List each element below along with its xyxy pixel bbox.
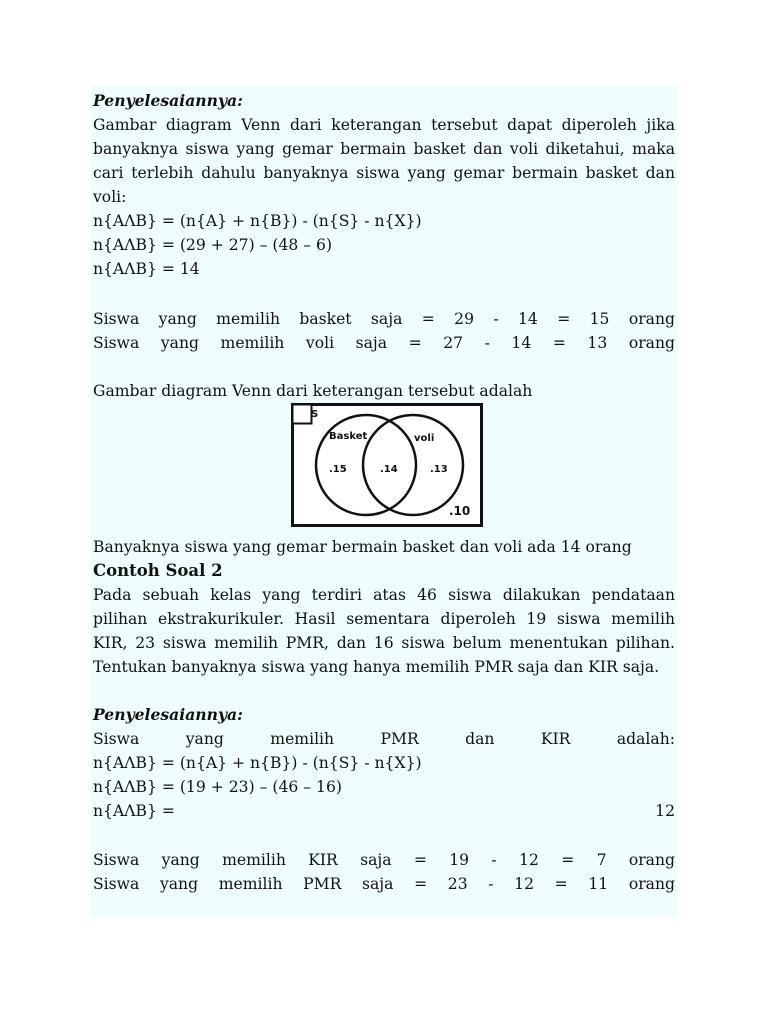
example2-question: Tentukan banyaknya siswa yang hanya memilih PMR saja dan KIR saja. [93,658,660,676]
section1-paragraph-line: banyaknya siswa yang gemar bermain basket dan voli diketahui, maka [93,140,675,158]
set-b-label: voli [414,433,435,444]
section1-heading: Penyelesaiannya: [93,91,243,110]
section1-formula: n{AΛB} = (n{A} + n{B}) - (n{S} - n{X}) [93,212,422,230]
section2-formula: n{AΛB} = (n{A} + n{B}) - (n{S} - n{X}) [93,754,422,772]
voli-only-line: Siswa yang memilih voli saja = 27 - 14 = 13 orang [93,334,675,352]
example2-line: pilihan ekstrakurikuler. Hasil sementara diperoleh 19 siswa memilih [93,610,675,628]
section1-paragraph-line: cari terlebih dahulu banyaknya siswa yang gemar bermain basket dan [93,164,675,182]
section1-formula: n{AΛB} = (29 + 27) – (48 – 6) [93,236,333,254]
example2-title: Contoh Soal 2 [93,561,223,580]
basket-only-line: Siswa yang memilih basket saja = 29 - 14 = 15 orang [93,310,675,328]
venn-diagram [291,403,483,527]
universe-label-box [293,405,312,424]
section1-formula-result: n{AΛB} = 14 [93,260,200,278]
kir-only-line: Siswa yang memilih KIR saja = 19 - 12 = 7 orang [93,851,675,869]
section1-paragraph-line: voli: [93,188,127,206]
venn-intro-line: Gambar diagram Venn dari keterangan tersebut adalah [93,382,533,400]
section2-formula-result-right: 12 [655,802,675,820]
example2-line: Pada sebuah kelas yang terdiri atas 46 siswa dilakukan pendataan [93,586,675,604]
section2-heading: Penyelesaiannya: [93,705,243,724]
a-only-value: .15 [329,464,347,475]
section1-paragraph-line: Gambar diagram Venn dari keterangan tersebut dapat diperoleh jika [93,116,675,134]
pmr-only-line: Siswa yang memilih PMR saja = 23 - 12 = 11 orang [93,875,675,893]
section2-intro: Siswa yang memilih PMR dan KIR adalah: [93,730,675,748]
outside-value: .10 [449,504,471,518]
example2-line: KIR, 23 siswa memilih PMR, dan 16 siswa belum menentukan pilihan. [93,634,675,652]
section2-formula-result [93,799,675,823]
b-only-value: .13 [430,464,448,475]
universe-label: S [311,409,319,420]
intersection-value: .14 [380,464,398,475]
section2-formula: n{AΛB} = (19 + 23) – (46 – 16) [93,778,342,796]
section2-formula-result-left: n{AΛB} = [93,802,175,820]
set-a-label: Basket [329,431,368,442]
conclusion-line: Banyaknya siswa yang gemar bermain basket dan voli ada 14 orang [93,538,632,556]
